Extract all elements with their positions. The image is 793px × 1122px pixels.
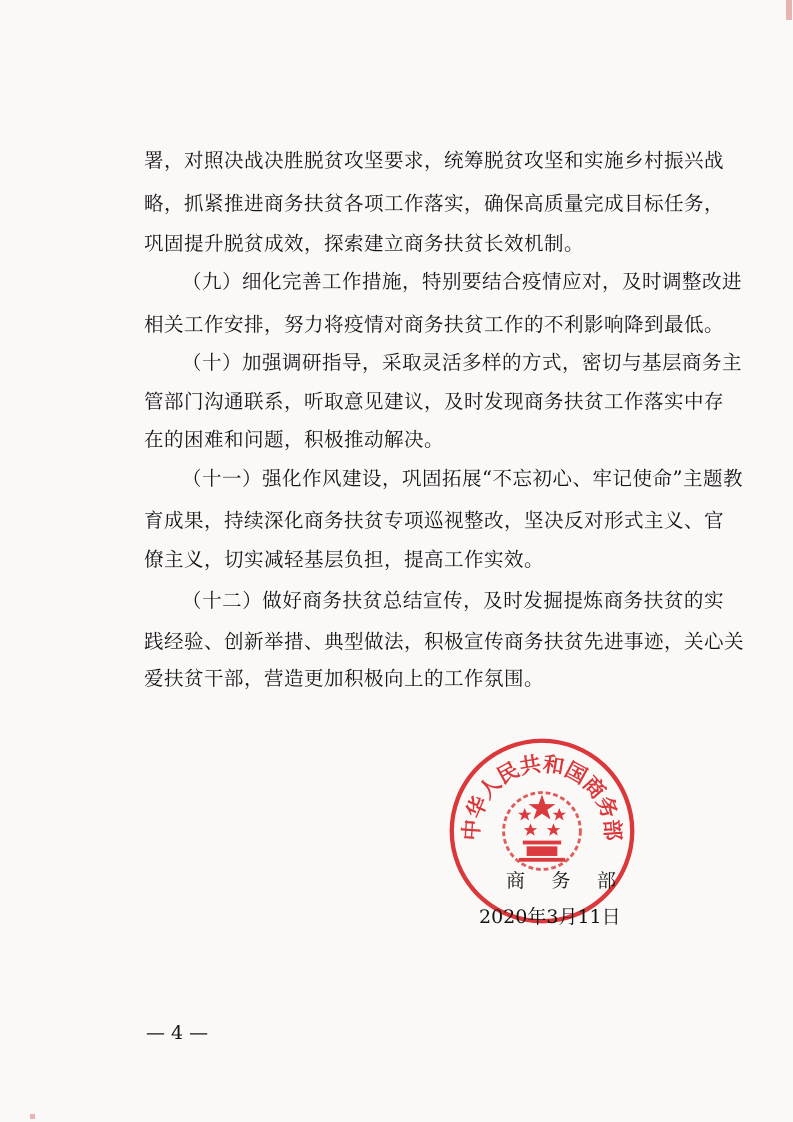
- body-text-line: （九）细化完善工作措施，特别要结合疫情应对，及时调整改进: [182, 270, 743, 293]
- body-text-line: 署，对照决战决胜脱贫攻坚要求，统筹脱贫攻坚和实施乡村振兴战: [144, 149, 725, 172]
- body-text-line: （十）加强调研指导，采取灵活多样的方式，密切与基层商务主: [182, 351, 743, 374]
- body-text-line: 略，抓紧推进商务扶贫各项工作落实，确保高质量完成目标任务，: [144, 192, 725, 215]
- body-text-line: 僚主义，切实减轻基层负担，提高工作实效。: [144, 548, 545, 571]
- body-text-line: 爱扶贫干部，营造更加积极向上的工作氛围。: [144, 667, 545, 690]
- body-text-line: 在的困难和问题，积极推动解决。: [144, 428, 445, 451]
- seal-text: 中华人民共和国商务部: [458, 750, 626, 842]
- body-text-line: 相关工作安排，努力将疫情对商务扶贫工作的不利影响降到最低。: [144, 313, 725, 336]
- page-edge-mark: [786, 0, 792, 20]
- body-text-line: （十一）强化作风建设，巩固拓展“不忘初心、牢记使命”主题教: [182, 467, 743, 490]
- body-text-line: 巩固提升脱贫成效，探索建立商务扶贫长效机制。: [144, 232, 585, 255]
- body-text-line: 育成果，持续深化商务扶贫专项巡视整改，坚决反对形式主义、官: [144, 509, 725, 532]
- page-number: — 4 —: [146, 1022, 209, 1044]
- signature-agency: 商务部: [506, 870, 616, 892]
- body-text-line: 践经验、创新举措、典型做法，积极宣传商务扶贫先进事迹，关心关: [144, 630, 745, 653]
- body-text-line: 管部门沟通联系，听取意见建议，及时发现商务扶贫工作落实中存: [144, 390, 725, 413]
- body-text-line: （十二）做好商务扶贫总结宣传，及时发掘提炼商务扶贫的实: [182, 589, 724, 612]
- page-edge-mark: [30, 1114, 35, 1119]
- official-seal-icon: [446, 735, 638, 927]
- signature-date: 2020年3月11日: [479, 906, 621, 928]
